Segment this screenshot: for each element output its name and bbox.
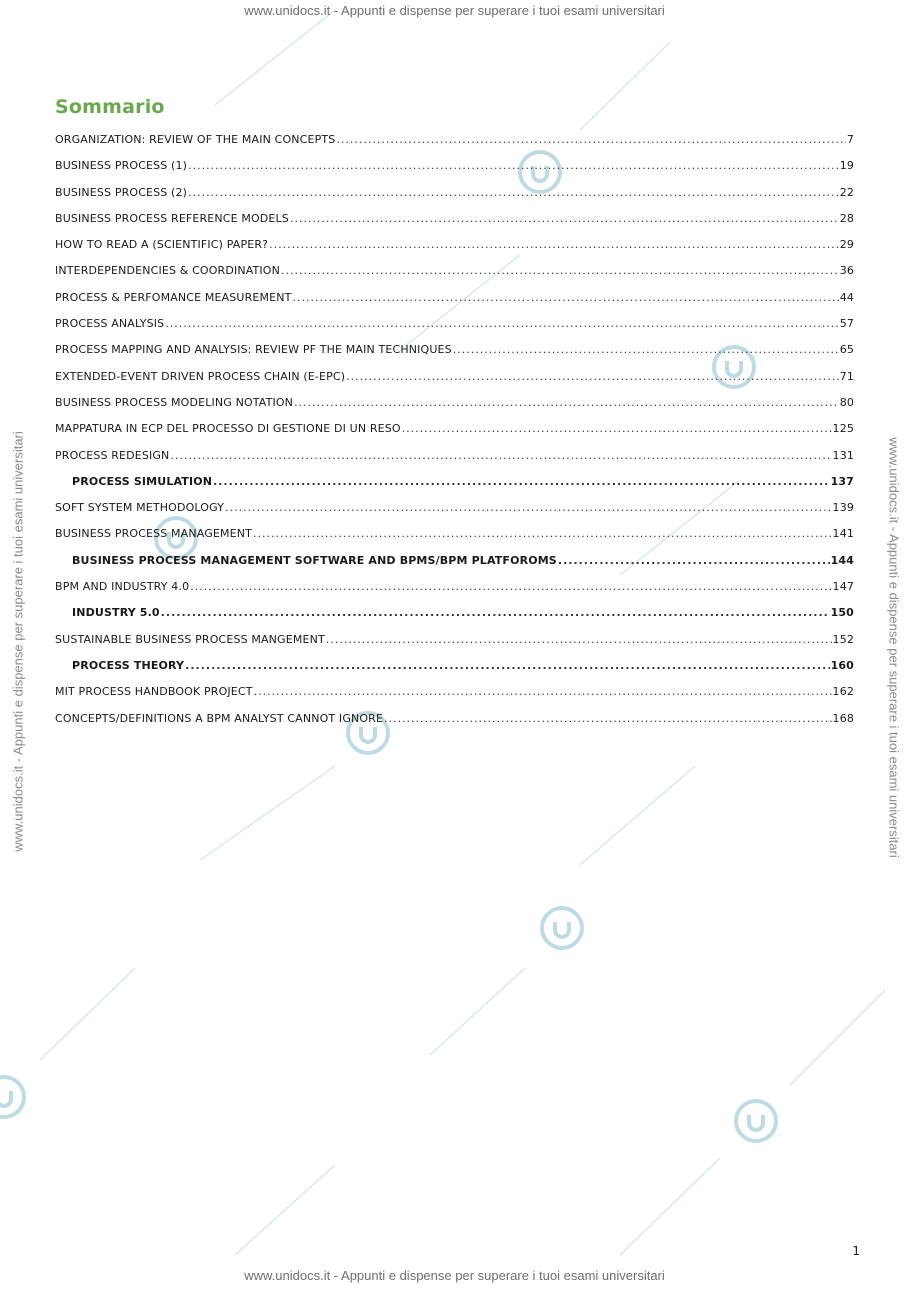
toc-entry[interactable] [55, 443, 854, 469]
toc-dot-leader [294, 390, 839, 416]
toc-entry[interactable] [55, 679, 854, 705]
toc-entry[interactable] [55, 521, 854, 547]
toc-entry-label: BUSINESS PROCESS MODELING NOTATION [55, 395, 294, 409]
toc-entry-page: 71 [839, 369, 854, 383]
toc-entry[interactable] [55, 180, 854, 206]
toc-entry-label: SUSTAINABLE BUSINESS PROCESS MANGEMENT [55, 632, 325, 646]
toc-entry-page: 139 [832, 501, 854, 515]
toc-entry-page: 7 [846, 133, 854, 146]
toc-dot-leader [346, 364, 839, 390]
watermark-banner-top: www.unidocs.it - Appunti e dispense per superare i tuoi esami universitari [244, 3, 665, 18]
toc-dot-leader [225, 495, 831, 521]
toc-entry-label: ORGANIZATION: REVIEW OF THE MAIN CONCEPTS [55, 133, 336, 146]
toc-dot-leader [161, 600, 830, 626]
toc-dot-leader [170, 443, 831, 469]
toc-entry[interactable] [55, 311, 854, 337]
toc-dot-leader [253, 521, 832, 547]
toc-entry-label: PROCESS & PERFOMANCE MEASUREMENT [55, 290, 292, 304]
toc-entry[interactable] [55, 627, 854, 653]
toc-dot-leader [384, 706, 831, 732]
toc-dot-leader [558, 548, 830, 574]
toc-entry[interactable] [55, 706, 854, 732]
toc-entry[interactable] [55, 548, 854, 574]
toc-entry-page: 19 [839, 159, 854, 173]
toc-entry-page: 125 [832, 422, 854, 436]
toc-entry-label: PROCESS MAPPING AND ANALYSIS: REVIEW PF THE MAIN TECHNIQUES [55, 343, 452, 357]
toc-entry[interactable] [55, 469, 854, 495]
toc-section [55, 94, 854, 732]
unidocs-logo-icon [0, 1077, 24, 1117]
toc-entry-label: BPM AND INDUSTRY 4.0 [55, 580, 190, 594]
toc-entry-label: PROCESS THEORY [72, 658, 185, 672]
toc-entry-label: INTERDEPENDENCIES & COORDINATION [55, 264, 280, 278]
toc-entry[interactable] [55, 337, 854, 363]
toc-entry-page: 150 [830, 606, 854, 620]
toc-entry-page: 80 [839, 395, 854, 409]
toc-entry[interactable] [55, 600, 854, 626]
unidocs-logo-icon [736, 1101, 776, 1141]
toc-entry-page: 22 [839, 185, 854, 199]
toc-entry-page: 29 [839, 238, 854, 252]
toc-entry-label: BUSINESS PROCESS (1) [55, 159, 188, 173]
toc-entry[interactable] [55, 232, 854, 258]
toc-dot-leader [213, 469, 830, 495]
toc-entry[interactable] [55, 390, 854, 416]
toc-heading: Sommario [55, 96, 165, 118]
toc-entry-page: 147 [832, 580, 854, 594]
toc-entry-label: BUSINESS PROCESS (2) [55, 185, 188, 199]
toc-entry-label: PROCESS SIMULATION [72, 474, 213, 488]
toc-dot-leader [336, 127, 845, 153]
toc-dot-leader [269, 232, 839, 258]
toc-entry-label: MAPPATURA IN ECP DEL PROCESSO DI GESTIONE DI UN RESO [55, 422, 401, 436]
toc-entry[interactable] [55, 653, 854, 679]
toc-dot-leader [281, 258, 839, 284]
toc-list [55, 127, 854, 732]
toc-entry-page: 160 [830, 658, 854, 672]
toc-dot-leader [188, 180, 839, 206]
toc-entry-label: BUSINESS PROCESS MANAGEMENT SOFTWARE AND BPMS/BPM PLATFOROMS [72, 553, 557, 567]
toc-dot-leader [402, 416, 832, 442]
toc-entry-label: BUSINESS PROCESS REFERENCE MODELS [55, 211, 289, 225]
toc-entry-page: 162 [832, 685, 854, 699]
toc-entry-label: CONCEPTS/DEFINITIONS A BPM ANALYST CANNOT IGNORE [55, 711, 384, 725]
toc-entry-page: 57 [839, 317, 854, 331]
toc-entry-page: 36 [839, 264, 854, 278]
page-number: 1 [852, 1244, 860, 1258]
toc-entry[interactable] [55, 285, 854, 311]
toc-entry-label: INDUSTRY 5.0 [72, 606, 160, 620]
toc-entry[interactable] [55, 364, 854, 390]
toc-entry-page: 137 [830, 474, 854, 488]
toc-dot-leader [292, 285, 838, 311]
toc-entry[interactable] [55, 153, 854, 179]
toc-entry[interactable] [55, 416, 854, 442]
toc-dot-leader [254, 679, 832, 705]
watermark-banner-bottom: www.unidocs.it - Appunti e dispense per superare i tuoi esami universitari [244, 1268, 665, 1283]
toc-entry-page: 28 [839, 211, 854, 225]
watermark-side-left: www.unidocs.it - Appunti e dispense per superare i tuoi esami universitari [10, 431, 26, 852]
toc-entry-page: 141 [832, 527, 854, 541]
toc-entry-label: MIT PROCESS HANDBOOK PROJECT [55, 685, 253, 699]
toc-entry-label: BUSINESS PROCESS MANAGEMENT [55, 527, 252, 541]
toc-entry-label: PROCESS REDESIGN [55, 448, 170, 462]
toc-entry[interactable] [55, 495, 854, 521]
toc-entry-label: SOFT SYSTEM METHODOLOGY [55, 501, 225, 515]
toc-entry[interactable] [55, 206, 854, 232]
toc-entry-page: 168 [832, 711, 854, 725]
toc-dot-leader [453, 337, 839, 363]
unidocs-logo-icon [542, 908, 582, 948]
toc-entry[interactable] [55, 127, 854, 153]
toc-entry[interactable] [55, 258, 854, 284]
toc-entry-label: EXTENDED-EVENT DRIVEN PROCESS CHAIN (E-EPC) [55, 369, 346, 383]
toc-dot-leader [188, 153, 839, 179]
toc-entry-page: 144 [830, 553, 854, 567]
toc-entry-page: 152 [832, 632, 854, 646]
toc-entry-label: PROCESS ANALYSIS [55, 317, 165, 331]
toc-entry[interactable] [55, 574, 854, 600]
toc-dot-leader [190, 574, 831, 600]
watermark-side-right: www.unidocs.it - Appunti e dispense per superare i tuoi esami universitari [886, 437, 902, 858]
toc-entry-label: HOW TO READ A (SCIENTIFIC) PAPER? [55, 238, 269, 252]
toc-entry-page: 131 [832, 448, 854, 462]
toc-dot-leader [165, 311, 838, 337]
toc-entry-page: 65 [839, 343, 854, 357]
toc-dot-leader [185, 653, 829, 679]
toc-dot-leader [290, 206, 839, 232]
toc-dot-leader [326, 627, 832, 653]
toc-entry-page: 44 [839, 290, 854, 304]
